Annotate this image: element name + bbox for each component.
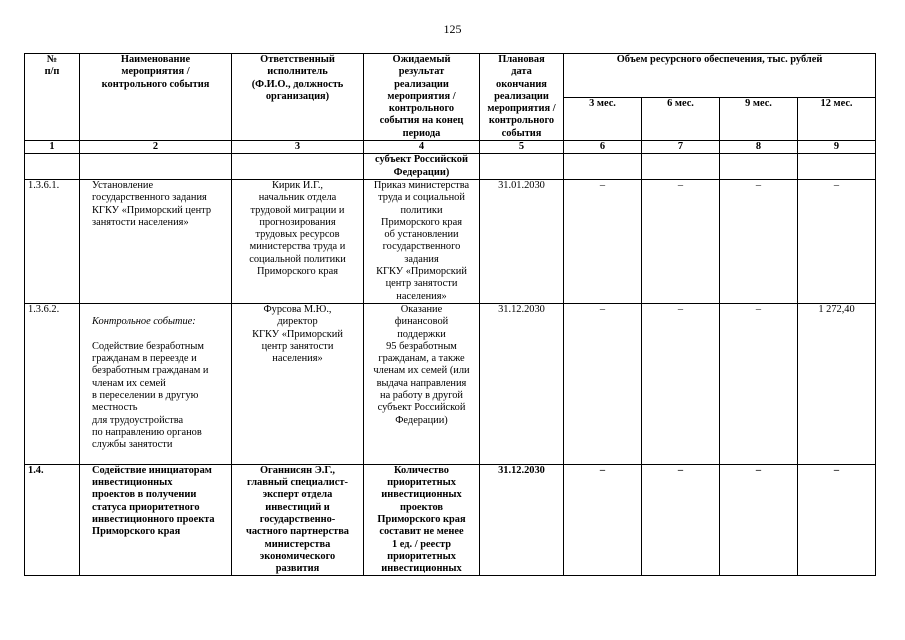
header-date: Плановая дата окончания реализации мероприятия / контрольного события xyxy=(480,54,564,141)
row-9m xyxy=(720,154,798,180)
header-6m: 6 мес. xyxy=(642,97,720,141)
row-9m: – xyxy=(720,179,798,303)
row-12m xyxy=(798,154,876,180)
row-responsible: Фурсова М.Ю., директор КГКУ «Приморский центр занятости населения» xyxy=(232,303,364,464)
column-number: 7 xyxy=(642,141,720,154)
row-num: 1.3.6.2. xyxy=(25,303,80,464)
row-3m xyxy=(564,154,642,180)
row-num xyxy=(25,154,80,180)
row-3m: – xyxy=(564,464,642,576)
header-responsible: Ответственный исполнитель (Ф.И.О., должность организация) xyxy=(232,54,364,141)
column-number: 3 xyxy=(232,141,364,154)
table-row xyxy=(25,464,876,576)
header-result: Ожидаемый результат реализации мероприятия / контрольного события на конец периода xyxy=(364,54,480,141)
table-row xyxy=(25,179,876,303)
header-row-top xyxy=(25,54,876,98)
row-result: Приказ министерства труда и социальной политики Приморского края об установлении государственного задания КГКУ «Приморский центр занятости населения» xyxy=(364,179,480,303)
row-responsible: Кирик И.Г., начальник отдела трудовой миграции и прогнозирования трудовых ресурсов министерства труда и социальной политики Приморского края xyxy=(232,179,364,303)
row-date xyxy=(480,154,564,180)
table-row xyxy=(25,303,876,464)
row-9m: – xyxy=(720,464,798,576)
row-responsible: Оганнисян Э.Г., главный специалист- эксперт отдела инвестиций и государственно- частного партнерства министерства экономического развития xyxy=(232,464,364,576)
row-6m: – xyxy=(642,303,720,464)
header-resources: Объем ресурсного обеспечения, тыс. рублей xyxy=(564,54,876,98)
header-9m: 9 мес. xyxy=(720,97,798,141)
row-date: 31.12.2030 xyxy=(480,303,564,464)
column-number: 8 xyxy=(720,141,798,154)
row-name: Содействие безработным гражданам в переезде и безработным гражданам и членам их семей в переселении в другую местность для трудоустройства по направлению органов службы занятости xyxy=(92,340,209,451)
row-12m: – xyxy=(798,464,876,576)
header-name: Наименование мероприятия / контрольного события xyxy=(80,54,232,141)
row-9m: – xyxy=(720,303,798,464)
column-number: 4 xyxy=(364,141,480,154)
row-name: Содействие инициаторам инвестиционных проектов в получении статуса приоритетного инвестиционного проекта Приморского края xyxy=(80,464,232,576)
row-6m: – xyxy=(642,179,720,303)
row-date: 31.01.2030 xyxy=(480,179,564,303)
header-12m: 12 мес. xyxy=(798,97,876,141)
row-name: Установление государственного задания КГКУ «Приморский центр занятости населения» xyxy=(80,179,232,303)
row-6m xyxy=(642,154,720,180)
column-number: 1 xyxy=(25,141,80,154)
column-number: 2 xyxy=(80,141,232,154)
row-num: 1.3.6.1. xyxy=(25,179,80,303)
row-date: 31.12.2030 xyxy=(480,464,564,576)
row-result: субъект Российской Федерации) xyxy=(364,154,480,180)
row-responsible xyxy=(232,154,364,180)
column-number-row xyxy=(25,141,876,154)
column-number: 9 xyxy=(798,141,876,154)
row-num: 1.4. xyxy=(25,464,80,576)
row-3m: – xyxy=(564,303,642,464)
row-12m: – xyxy=(798,179,876,303)
row-result: Оказание финансовой поддержки 95 безработным гражданам, а также членам их семей (или выдача направления на работу в другой субъект Российской Федерации) xyxy=(364,303,480,464)
page-number: 125 xyxy=(443,22,462,36)
control-event-label: Контрольное событие: xyxy=(92,316,196,328)
column-number: 6 xyxy=(564,141,642,154)
row-12m: 1 272,40 xyxy=(798,303,876,464)
row-name xyxy=(80,154,232,180)
row-6m: – xyxy=(642,464,720,576)
resource-plan-table xyxy=(24,53,876,576)
row-3m: – xyxy=(564,179,642,303)
row-name-cell xyxy=(80,303,232,464)
column-number: 5 xyxy=(480,141,564,154)
header-3m: 3 мес. xyxy=(564,97,642,141)
row-result: Количество приоритетных инвестиционных проектов Приморского края составит не менее 1 ед. / реестр приоритетных инвестиционных xyxy=(364,464,480,576)
header-num: № п/п xyxy=(25,54,80,141)
table-row xyxy=(25,154,876,180)
